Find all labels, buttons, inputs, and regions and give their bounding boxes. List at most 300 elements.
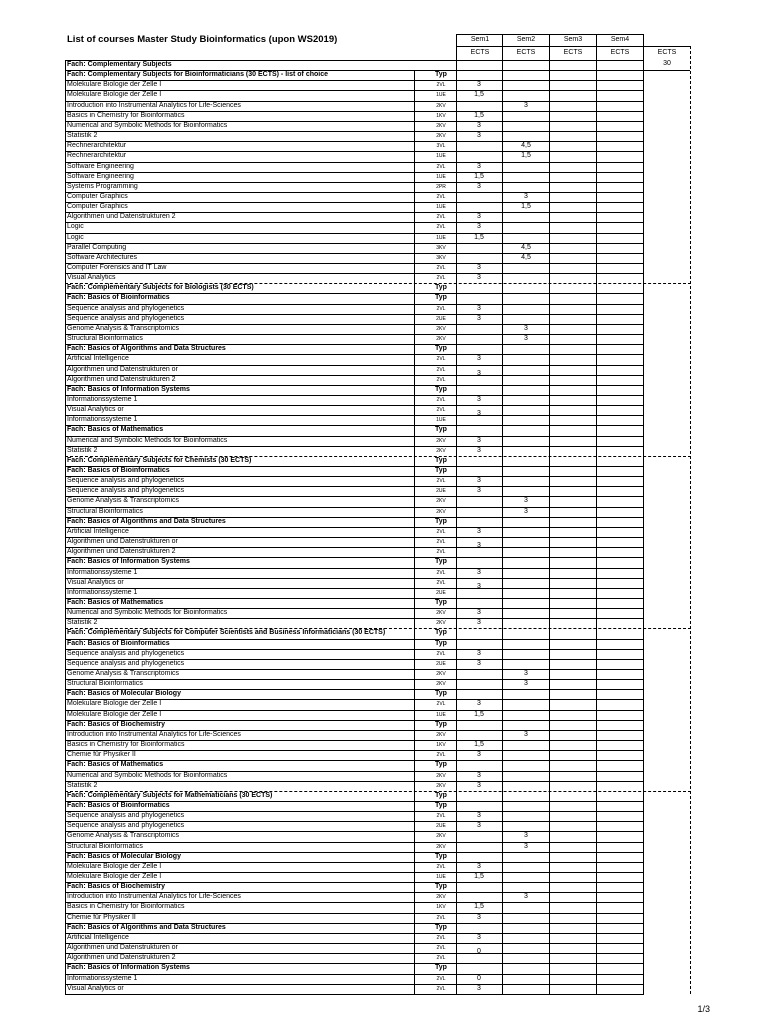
course-row [65, 354, 644, 364]
ects-sem1: 0 [477, 974, 481, 982]
course-type: 1KV [436, 112, 446, 119]
course-row [65, 669, 644, 679]
course-row [65, 710, 644, 720]
course-name: Algorithmen und Datenstrukturen 2 [67, 375, 176, 383]
ects-sem2: 3 [524, 507, 528, 515]
course-type: 2KV [436, 772, 446, 779]
course-row [65, 212, 644, 222]
col-ects-1: ECTS [470, 49, 490, 56]
course-type: 2VL [436, 549, 446, 556]
course-type: 2VL [436, 214, 446, 221]
course-row [65, 486, 644, 496]
course-type: Typ [435, 964, 447, 972]
ects-sem1: 1,5 [474, 873, 484, 880]
course-row [65, 750, 644, 760]
course-name: Sequence analysis and phylogenetics [67, 649, 185, 657]
section-header-row [65, 801, 644, 811]
course-row [65, 740, 644, 750]
ects-sem1: 3 [477, 213, 481, 221]
course-name: Statistik 2 [67, 446, 98, 454]
ects-sem1: 0 [477, 948, 481, 956]
course-name: Introduction into Instrumental Analytics for Life-Sciences [67, 730, 241, 738]
ects-sem1: 3 [477, 487, 481, 495]
course-type: 2VL [436, 914, 446, 921]
course-row [65, 730, 644, 740]
section-title: Fach: Complementary Subjects for Bioinformaticians (30 ECTS) - list of choice [67, 71, 328, 79]
section-header-row [65, 70, 644, 80]
course-name: Visual Analytics or [67, 578, 124, 586]
course-type: 2VL [436, 356, 446, 363]
course-row [65, 842, 644, 852]
course-name: Artificial Intelligence [67, 527, 129, 535]
ects-sem1: 1,5 [474, 233, 484, 241]
section-title: Fach: Complementary Subjects [67, 61, 172, 68]
course-type: 2VL [436, 82, 446, 89]
course-row [65, 862, 644, 872]
course-type: Typ [435, 761, 447, 769]
row-border [65, 60, 644, 61]
course-row [65, 222, 644, 232]
course-name: Structural Bioinformatics [67, 680, 143, 688]
course-row [65, 172, 644, 182]
course-name: Parallel Computing [67, 243, 127, 251]
course-type: Typ [435, 345, 447, 353]
course-name: Chemie für Physiker II [67, 751, 136, 759]
ects-sem1: 3 [477, 223, 481, 231]
course-type: 1UE [436, 92, 446, 99]
course-row [65, 80, 644, 90]
section-header-row [65, 720, 644, 730]
course-row [65, 101, 644, 111]
course-type: Typ [435, 558, 447, 566]
course-row [65, 608, 644, 618]
course-name: Informationssysteme 1 [67, 568, 138, 576]
section-title: Fach: Basics of Algorithms and Data Structures [67, 923, 226, 931]
course-type: 2VL [436, 945, 446, 952]
ects-sem2: 3 [524, 670, 528, 677]
section-header-row [65, 344, 644, 354]
course-row [65, 568, 644, 578]
course-type: 2VL [436, 478, 446, 485]
course-name: Sequence analysis and phylogenetics [67, 304, 185, 312]
sem2-col-border [502, 34, 503, 994]
course-name: Molekulare Biologie der Zelle I [67, 862, 162, 870]
course-name: Numerical and Symbolic Methods for Bioinformatics [67, 771, 228, 779]
section-header-row [65, 60, 644, 70]
ects-sem2: 4,5 [521, 142, 531, 150]
course-row [65, 872, 644, 882]
section-title: Fach: Complementary Subjects for Mathematicians (30 ECTS) [67, 791, 273, 799]
ects-sem1: 3 [477, 542, 481, 550]
section-title: Fach: Basics of Algorithms and Data Structures [67, 345, 226, 353]
course-row [65, 933, 644, 943]
section-title: Fach: Basics of Bioinformatics [67, 467, 170, 474]
section-title: Fach: Complementary Subjects for Chemists (30 ECTS) [67, 456, 252, 464]
ects-sem1: 1,5 [474, 710, 484, 718]
course-name: Computer Graphics [67, 203, 128, 211]
course-type: Typ [435, 426, 447, 434]
page-edge-dashed [690, 46, 691, 994]
course-row [65, 659, 644, 669]
course-name: Genome Analysis & Transcriptomics [67, 324, 180, 332]
course-type: 2KV [436, 833, 446, 840]
section-header-row [65, 517, 644, 527]
course-name: Numerical and Symbolic Methods for Bioinformatics [67, 436, 228, 444]
course-name: Computer Forensics and IT Law [67, 264, 167, 271]
ects-sem2: 3 [524, 335, 528, 343]
course-type: Typ [435, 517, 447, 525]
course-name: Algorithmen und Datenstrukturen 2 [67, 954, 176, 962]
course-row [65, 334, 644, 344]
course-row [65, 811, 644, 821]
ects-sem2: 3 [524, 324, 528, 332]
course-type: 2VL [436, 579, 446, 586]
course-type: 2VL [436, 934, 446, 941]
course-type: Typ [435, 598, 447, 606]
course-row [65, 182, 644, 192]
row-border [644, 46, 690, 47]
course-row [65, 162, 644, 172]
section-title: Fach: Basics of Information Systems [67, 964, 190, 972]
course-row [65, 771, 644, 781]
course-row [65, 111, 644, 121]
course-row [65, 699, 644, 709]
course-name: Sequence analysis and phylogenetics [67, 487, 185, 495]
course-type: 2VL [436, 985, 446, 992]
ects-sem1: 3 [477, 751, 481, 759]
course-row [65, 415, 644, 425]
course-type: 2VL [436, 813, 446, 820]
course-name: Introduction into Instrumental Analytics for Life-Sciences [67, 101, 241, 109]
course-type: Typ [435, 923, 447, 931]
course-name: Software Engineering [67, 162, 134, 170]
section-title: Fach: Basics of Bioinformatics [67, 639, 170, 647]
course-row [65, 892, 644, 902]
course-name: Sequence analysis and phylogenetics [67, 314, 185, 322]
course-type: 2KV [436, 447, 446, 454]
course-type: Typ [435, 883, 447, 891]
course-name: Software Architectures [67, 253, 138, 261]
col-sem2: Sem2 [516, 36, 536, 43]
course-name: Statistik 2 [67, 132, 98, 140]
ects-sem1: 3 [477, 659, 481, 667]
course-row [65, 547, 644, 557]
course-type: Typ [435, 852, 447, 860]
course-type: 2VL [436, 975, 446, 982]
ects-sem1: 3 [477, 619, 481, 627]
course-name: Statistik 2 [67, 781, 98, 789]
section-header-row [65, 628, 644, 638]
course-row [65, 141, 644, 151]
course-type: 2UE [436, 823, 446, 830]
course-type: 1UE [436, 874, 446, 880]
course-name: Basics in Chemistry for Bioinformatics [67, 741, 185, 749]
course-row [65, 781, 644, 791]
course-name: Molekulare Biologie der Zelle I [67, 81, 162, 89]
course-name: Software Engineering [67, 172, 134, 180]
course-type: 2VL [436, 193, 446, 200]
course-name: Numerical and Symbolic Methods for Bioinformatics [67, 609, 228, 617]
course-type: 2KV [436, 620, 446, 627]
course-name: Computer Graphics [67, 192, 128, 200]
course-type: Typ [435, 71, 447, 79]
course-type: Typ [435, 791, 447, 799]
typ-col-border [414, 70, 415, 994]
section-title: Fach: Basics of Bioinformatics [67, 294, 170, 302]
col-ects-3: ECTS [563, 49, 583, 56]
course-type: 2VL [436, 650, 446, 657]
course-name: Visual Analytics or [67, 984, 124, 992]
section-title: Fach: Basics of Algorithms and Data Structures [67, 517, 226, 525]
section-header-row [65, 557, 644, 567]
ects-sem1: 3 [477, 984, 481, 992]
col-ects-total: ECTS [657, 49, 677, 56]
course-type: 2VL [436, 275, 446, 282]
course-row [65, 537, 644, 550]
ects-sem1: 3 [477, 700, 481, 708]
course-type: Typ [435, 284, 447, 292]
course-row [65, 588, 644, 598]
course-name: Genome Analysis & Transcriptomics [67, 832, 180, 840]
course-name: Artificial Intelligence [67, 933, 129, 941]
ects-sem2: 3 [524, 832, 528, 840]
section-title: Fach: Basics of Information Systems [67, 558, 190, 566]
course-name: Logic [67, 233, 84, 241]
row-border [456, 46, 644, 47]
ects-sem1: 3 [477, 446, 481, 454]
course-type: Typ [435, 801, 447, 809]
course-row [65, 974, 644, 984]
ects-sem1: 3 [477, 568, 481, 576]
course-type: 2VL [436, 376, 446, 383]
course-row [65, 273, 644, 283]
course-type: Typ [435, 385, 447, 393]
section-header-row [65, 456, 644, 466]
ects-sem1: 3 [477, 304, 481, 312]
course-type: 2KV [436, 325, 446, 332]
row-border [644, 70, 690, 71]
course-row [65, 233, 644, 243]
course-type: 2KV [436, 782, 446, 789]
course-name: Rechnerarchitektur [67, 142, 127, 150]
section-header-row [65, 639, 644, 649]
section-header-row [65, 791, 644, 801]
section-header-row [65, 689, 644, 699]
course-row [65, 649, 644, 659]
sem1-col-border [456, 34, 457, 994]
course-type: 2KV [436, 437, 446, 444]
ects-sem1: 1,5 [474, 903, 484, 911]
course-type: Typ [435, 456, 447, 464]
ects-sem1: 3 [477, 182, 481, 190]
ects-sem2: 3 [524, 730, 528, 738]
ects-sem1: 3 [477, 395, 481, 403]
section-header-row [65, 466, 644, 476]
course-name: Statistik 2 [67, 619, 98, 627]
ects-sem1: 3 [477, 913, 481, 921]
course-type: 2KV [436, 508, 446, 515]
ects-sem1: 3 [477, 781, 481, 789]
section-title: Fach: Basics of Information Systems [67, 385, 190, 393]
ects-sem1: 3 [477, 933, 481, 941]
ects-sem1: 3 [477, 410, 481, 418]
ects-sem2: 3 [524, 893, 528, 901]
course-type: 2VL [436, 305, 446, 312]
ects-sem1: 3 [477, 132, 481, 140]
course-row [65, 151, 644, 161]
section-header-row [65, 283, 644, 293]
section-header-row [65, 385, 644, 395]
total-col-border [643, 34, 644, 994]
course-name: Visual Analytics [67, 274, 116, 282]
section-header-row [65, 293, 644, 303]
course-name: Basics in Chemistry for Bioinformatics [67, 903, 185, 911]
course-name: Sequence analysis and phylogenetics [67, 822, 185, 830]
course-name: Visual Analytics or [67, 406, 124, 414]
course-type: 2KV [436, 336, 446, 343]
ects-sem1: 3 [477, 81, 481, 89]
section-title: Fach: Basics of Mathematics [67, 598, 164, 606]
course-type: 2UE [436, 488, 446, 495]
ects-sem1: 3 [477, 162, 481, 170]
section-title: Fach: Basics of Mathematics [67, 761, 164, 769]
course-name: Genome Analysis & Transcriptomics [67, 670, 180, 677]
course-type: 2KV [436, 894, 446, 901]
ects-sem1: 3 [477, 121, 481, 129]
col-ects-4: ECTS [610, 49, 630, 56]
course-row [65, 375, 644, 385]
course-type: Typ [435, 467, 447, 474]
section-title: Fach: Basics of Mathematics [67, 426, 164, 434]
col-sem1: Sem1 [470, 36, 490, 43]
course-name: Rechnerarchitektur [67, 152, 127, 160]
course-type: 2KV [436, 133, 446, 140]
section-title: Fach: Basics of Bioinformatics [67, 801, 170, 809]
row-border [456, 34, 644, 35]
course-row [65, 304, 644, 314]
course-row [65, 436, 644, 446]
course-type: Typ [435, 639, 447, 647]
course-name: Molekulare Biologie der Zelle I [67, 91, 162, 99]
course-type: 1UE [436, 153, 446, 160]
total-ects-value: 30 [663, 60, 671, 67]
section-title: Fach: Basics of Biochemistry [67, 883, 166, 891]
course-type: 2VL [436, 163, 446, 170]
course-row [65, 821, 644, 831]
ects-sem1: 1,5 [474, 172, 484, 180]
course-name: Algorithmen und Datenstrukturen or [67, 538, 178, 546]
course-type: 2UE [436, 315, 446, 322]
course-row [65, 476, 644, 486]
course-name: Sequence analysis and phylogenetics [67, 812, 185, 820]
course-type: 2VL [436, 539, 446, 546]
course-name: Numerical and Symbolic Methods for Bioinformatics [67, 121, 228, 129]
ects-sem2: 3 [524, 842, 528, 850]
section-title: Fach: Basics of Molecular Biology [67, 852, 181, 860]
course-name: Algorithmen und Datenstrukturen or [67, 944, 178, 952]
ects-sem1: 3 [477, 771, 481, 779]
course-type: 2KV [436, 122, 446, 129]
ects-sem1: 3 [477, 609, 481, 617]
course-row [65, 679, 644, 689]
section-header-row [65, 882, 644, 892]
course-row [65, 913, 644, 923]
course-name: Systems Programming [67, 182, 138, 190]
ects-sem2: 1,5 [521, 152, 531, 160]
course-name: Genome Analysis & Transcriptomics [67, 497, 180, 505]
ects-sem2: 1,5 [521, 203, 531, 211]
course-row [65, 324, 644, 334]
course-type: Typ [435, 294, 447, 302]
course-type: 3KV [436, 254, 446, 261]
ects-sem1: 3 [477, 264, 481, 271]
ects-sem1: 3 [477, 314, 481, 322]
ects-sem2: 4,5 [521, 253, 531, 261]
course-type: 2VL [436, 569, 446, 576]
ects-sem1: 1,5 [474, 91, 484, 99]
course-type: 2VL [436, 366, 446, 373]
course-name: Informationssysteme 1 [67, 588, 138, 596]
course-row [65, 984, 644, 994]
ects-sem1: 3 [477, 582, 481, 590]
course-row [65, 953, 644, 963]
course-row [65, 405, 644, 418]
ects-sem1: 3 [477, 355, 481, 363]
course-name: Algorithmen und Datenstrukturen or [67, 365, 178, 373]
section-header-row [65, 963, 644, 973]
page-number: 1/3 [697, 1004, 710, 1014]
course-name: Logic [67, 223, 84, 231]
section-title: Fach: Complementary Subjects for Computer Scientists and Business Informaticians (30 ECTS) [67, 629, 386, 637]
course-type: 2KV [436, 102, 446, 109]
course-type: 2UE [436, 660, 446, 667]
ects-sem1: 1,5 [474, 741, 484, 749]
course-row [65, 496, 644, 506]
ects-sem1: 3 [477, 477, 481, 485]
course-name: Informationssysteme 1 [67, 974, 138, 982]
course-name: Introduction into Instrumental Analytics for Life-Sciences [67, 893, 241, 901]
row-border [65, 994, 644, 995]
course-row [65, 527, 644, 537]
course-name: Structural Bioinformatics [67, 842, 143, 850]
course-name: Structural Bioinformatics [67, 335, 143, 343]
section-header-row [65, 425, 644, 435]
course-type: 2VL [436, 396, 446, 403]
course-type: Typ [435, 690, 447, 698]
course-row [65, 243, 644, 253]
ects-sem1: 3 [477, 369, 481, 377]
course-name: Molekulare Biologie der Zelle I [67, 700, 162, 708]
course-type: 2VL [436, 752, 446, 759]
course-type: Typ [435, 720, 447, 728]
course-row [65, 618, 644, 628]
course-row [65, 943, 644, 956]
course-row [65, 253, 644, 263]
ects-sem2: 3 [524, 497, 528, 505]
course-name: Sequence analysis and phylogenetics [67, 477, 185, 485]
ects-sem1: 3 [477, 649, 481, 657]
ects-sem2: 3 [524, 680, 528, 688]
course-row [65, 121, 644, 131]
course-row [65, 90, 644, 100]
document-title: List of courses Master Study Bioinformatics (upon WS2019) [67, 34, 338, 45]
course-name: Sequence analysis and phylogenetics [67, 659, 185, 667]
course-type: 1KV [436, 904, 446, 911]
ects-sem1: 1,5 [474, 111, 484, 119]
col-sem3: Sem3 [563, 36, 583, 43]
course-row [65, 192, 644, 202]
course-name: Algorithmen und Datenstrukturen 2 [67, 213, 176, 221]
